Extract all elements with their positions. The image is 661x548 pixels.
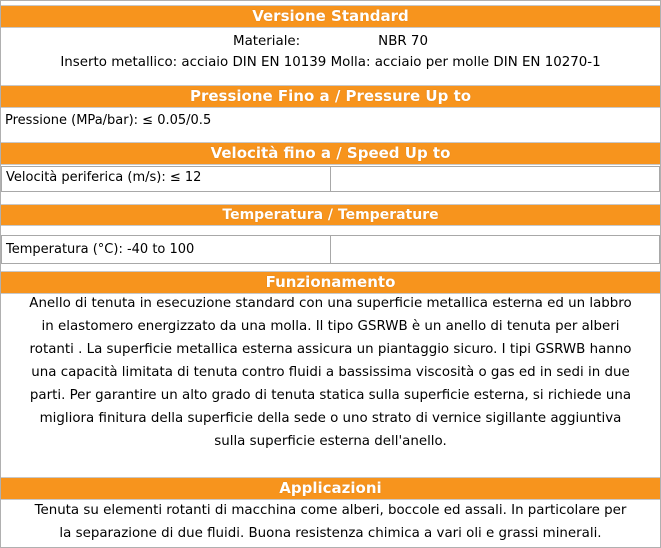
velocita-text: Velocità periferica (m/s): ≤ 12: [1, 166, 331, 192]
versione-header: Versione Standard: [1, 5, 660, 28]
applicazioni-line: la separazione di due fluidi. Buona resistenza chimica a vari oli e grassi minerali.: [59, 526, 602, 541]
materiale-label: Materiale:: [233, 34, 301, 49]
funzionamento-text: [1, 292, 660, 453]
applicazioni-text: [1, 499, 660, 545]
materiale-line: [1, 32, 660, 52]
velocita-row: [1, 166, 660, 192]
inserto-text: Inserto metallico: acciaio DIN EN 10139 Molla: acciaio per molle DIN EN 10270-1: [60, 55, 601, 70]
applicazioni-line: Tenuta su elementi rotanti di macchina come alberi, boccole ed assali. In particolare per: [34, 503, 627, 518]
funzionamento-header: Funzionamento: [1, 271, 660, 294]
funzionamento-line: migliora finitura della superficie della sede o uno strato di vernice sigillante aggiuntiva: [39, 411, 622, 426]
funzionamento-line: rotanti . La superficie metallica esterna assicura un piantaggio sicuro. I tipi GSRWB hanno: [29, 342, 632, 357]
temperatura-row: [1, 235, 660, 264]
pressione-header: Pressione Fino a / Pressure Up to: [1, 85, 660, 108]
temperatura-text: Temperatura (°C): -40 to 100: [1, 235, 331, 264]
pressione-text: Pressione (MPa/bar): ≤ 0.05/0.5: [5, 113, 212, 128]
applicazioni-header: Applicazioni: [1, 477, 660, 500]
funzionamento-line: sulla superficie esterna dell'anello.: [214, 434, 447, 449]
funzionamento-line: in elastomero energizzato da una molla. Il tipo GSRWB è un anello di tenuta per alberi: [41, 319, 620, 334]
velocita-empty-cell: [330, 166, 660, 192]
funzionamento-line: Anello di tenuta in esecuzione standard con una superficie metallica esterna ed un labbro: [29, 296, 632, 311]
pressione-row: [1, 110, 660, 134]
funzionamento-line: parti. Per garantire un alto grado di tenuta statica sulla superficie esterna, si richiede una: [29, 388, 632, 403]
temperatura-empty-cell: [330, 235, 660, 264]
funzionamento-line: una capacità limitata di tenuta contro fluidi a bassissima viscosità o gas ed in sedi in due: [31, 365, 630, 380]
velocita-header: Velocità fino a / Speed Up to: [1, 142, 660, 165]
temperatura-header: Temperatura / Temperature: [1, 204, 660, 226]
materiale-value: NBR 70: [378, 34, 428, 49]
